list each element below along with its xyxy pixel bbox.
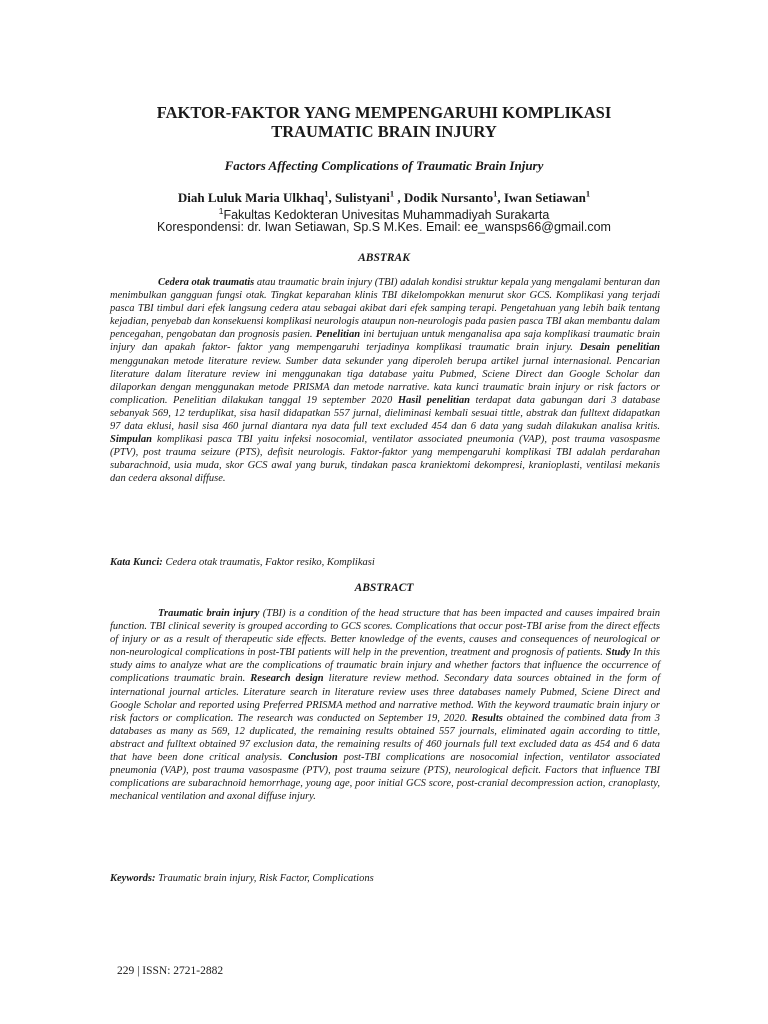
page-footer: 229 | ISSN: 2721-2882 bbox=[117, 965, 224, 977]
author-affiliation-mark: 1 bbox=[493, 189, 498, 199]
author-separator: , bbox=[394, 190, 404, 206]
keywords-text: Traumatic brain injury, Risk Factor, Complications bbox=[155, 873, 374, 884]
author-affiliation-mark: 1 bbox=[389, 189, 395, 199]
abstract-body bbox=[110, 607, 660, 803]
abstrak-heading: ABSTRAK bbox=[358, 252, 410, 264]
abstrak-body bbox=[110, 276, 660, 486]
keywords bbox=[110, 872, 660, 885]
abstract-segment: (TBI) is a condition of the head structure that has been impacted and causes impaired brain function. TBI clinical severity is grouped according to GCS scores. Complications that occur post-TBI arise from the direct effects of injury or as a result of therapeutic side effects. Better knowledge of the events, causes and consequences of neurological or non-neurological complications in post-TBI patients will help in the prevention, treatment and prognosis of patients. bbox=[110, 608, 660, 659]
author-name: Iwan Setiawan bbox=[503, 190, 586, 206]
abstract-heading: ABSTRACT bbox=[354, 582, 414, 594]
author-separator: , bbox=[328, 190, 335, 206]
abstrak-segment: Simpulan bbox=[110, 434, 153, 446]
abstract-segment: Traumatic brain injury bbox=[158, 608, 260, 619]
keywords-label: Keywords: bbox=[110, 873, 156, 884]
abstract-segment: post-TBI complications are nosocomial infection, ventilator associated pneumonia (VAP), post trauma vasospasme (PTV), post trauma seizure (PTS), neurological deficit. Factors that influence TBI complications are subarachnoid hemorrhage, young age, poor initial GCS score, post-cranial decompression action, cranoplasty, mechanical ventilation and axonal diffuse injury. bbox=[110, 752, 660, 803]
abstrak-segment: terdapat data gabungan dari 3 database sebanyak 569, 12 terduplikat, sisa hasil didapatkan 557 jurnal, dieliminasi kembali sesuai tittle, abstrak dan fulltext didapatkan 97 data eklusi, hasil sisa 460 jurnal diantara nya data full text excluded 454 dan 6 data yang sudah dilakukan analisa kritis. bbox=[110, 394, 660, 433]
abstrak-segment: komplikasi pasca TBI yaitu infeksi nosocomial, ventilator associated pneumonia (VAP), post trauma vasospasme (PTV), post trauma seizure (PTS), defisit neurologis. Faktor-faktor yang mempengaruhi komplikasi TBI adalah perdarahan subarachnoid, usia muda, skor GCS awal yang buruk, tindakan pasca kraniektomi dekompresi, kranioplasti, ventilasi mekanis dan cedera aksonal diffuse. bbox=[110, 434, 660, 485]
abstract-segment: Study bbox=[605, 647, 631, 659]
correspondence: Korespondensi: dr. Iwan Setiawan, Sp.S M.Kes. Email: ee_wansps66@gmail.com bbox=[157, 220, 611, 234]
author-name: Sulistyani bbox=[334, 190, 390, 206]
article-subtitle: Factors Affecting Complications of Traumatic Brain Injury bbox=[224, 158, 544, 173]
kata-kunci-label: Kata Kunci: bbox=[110, 557, 163, 568]
abstrak-segment: Hasil penelitian bbox=[397, 394, 470, 406]
affiliation-text: Fakultas Kedokteran Univesitas Muhammadiyah Surakarta bbox=[223, 208, 550, 223]
article-title bbox=[100, 103, 668, 141]
title-line-2: TRAUMATIC BRAIN INJURY bbox=[271, 122, 497, 141]
author-affiliation-mark: 1 bbox=[585, 189, 591, 199]
abstrak-segment: ini bertujuan untuk menganalisa apa saja komplikasi traumatic brain injury dan apakah faktor- faktor yang mempengaruhi terjadinya komplikasi traumatic brain injury. bbox=[110, 329, 660, 354]
author-separator: , bbox=[497, 190, 504, 206]
abstract-segment: Research design bbox=[250, 673, 324, 685]
abstract-segment: literature review method. Secondary data sources obtained in the form of international journal articles. Literature search in literature review uses three databases namely Pubmed, Sciene Direct and Google Scholar and reported using Preferred PRISMA method and narrative method. With the keyword traumatic brain injury or risk factors or complication. The research was conducted on September 19, 2020. bbox=[110, 673, 661, 724]
title-line-1: FAKTOR-FAKTOR YANG MEMPENGARUHI KOMPLIKASI bbox=[156, 103, 612, 122]
abstract-segment: Conclusion bbox=[288, 752, 338, 764]
kata-kunci-text: Cedera otak traumatis, Faktor resiko, Komplikasi bbox=[162, 557, 375, 568]
abstrak-segment: Cedera otak traumatis bbox=[158, 277, 255, 288]
affiliation-mark: 1 bbox=[218, 206, 224, 216]
author-name: Dodik Nursanto bbox=[403, 190, 494, 206]
abstrak-segment: atau traumatic brain injury (TBI) adalah kondisi struktur kepala yang mengalami benturan dan menimbulkan gangguan fungsi otak. Tingkat keparahan klinis TBI dikelompokkan menurut skor GCS. Komplikasi yang terjadi pasca TBI timbul dari efek langsung cedera atau sebagai akibat dari efek samping terapi. Pengetahuan yang lebih baik tentang kejadian, penyebab dan konsekuensi komplikasi neurologis ataupun non-neurologis pada pasien pasca TBI akan membantu dalam pencegahan, pengobatan dan prognosis pasien. bbox=[110, 277, 660, 341]
abstrak-segment: Desain penelitian bbox=[579, 342, 661, 354]
abstract-segment: In this study aims to analyze what are the complications of traumatic brain injury and whether factors that influence the occurrence of complications traumatic brain. bbox=[110, 647, 661, 685]
abstrak-segment: menggunakan metode literature review. Sumber data sekunder yang diperoleh berupa artikel jurnal internasional. Pencarian literature dalam literature review ini menggunakan tiga database yaitu Pubmed, Sciene Direct dan Google Scholar dan dilaporkan dengan menggunakan metode PRISMA dan metode narrative. kata kunci traumatic brain injury or risk factors or complication. Penelitian dilakukan tanggal 19 september 2020 bbox=[110, 355, 660, 406]
author-name: Diah Luluk Maria Ulkhaq bbox=[177, 190, 325, 206]
abstract-segment: obtained the combined data from 3 databases as many as 569, 12 duplicated, the remaining results obtained 557 journals, eliminated again according to tittle, abstract and fulltext obtained 97 exclusion data, the remaining results of 460 journals full text excluded data as 454 and 6 data that have been done critical analysis. bbox=[110, 712, 661, 764]
kata-kunci bbox=[110, 556, 660, 569]
author-affiliation-mark: 1 bbox=[324, 189, 329, 199]
abstrak-segment: Penelitian bbox=[315, 329, 361, 341]
abstract-segment: Results bbox=[471, 712, 503, 724]
